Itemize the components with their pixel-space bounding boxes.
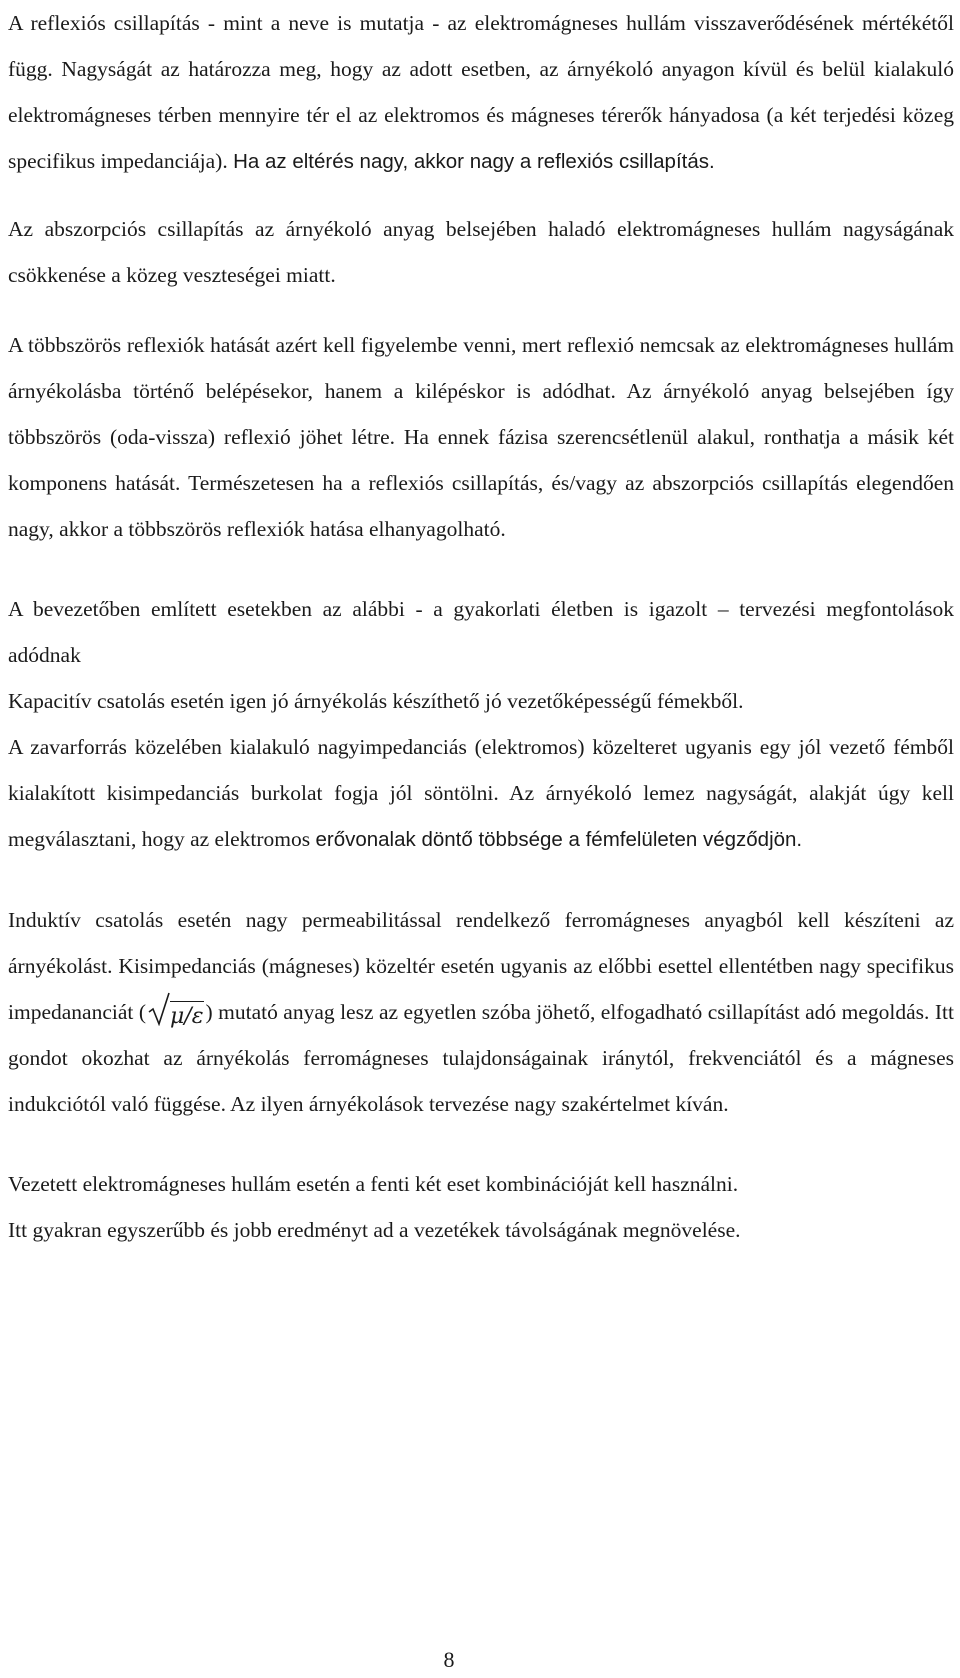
paragraph-text: ) mutató anyag lesz az egyetlen szóba jöhető, elfogadható csillapítást adó megoldás. Itt gondot okozhat az árnyékolás ferromágneses tulajdonságainak iránytól, frekvenciától és a mágneses indukciótól való függése. Az ilyen árnyékolások tervezése nagy szakértelmet kíván.	[8, 1000, 954, 1116]
paragraph-multiple-reflections: A többszörös reflexiók hatását azért kell figyelembe venni, mert reflexió nemcsak az elektromágneses hullám árnyékolásba történő belépésekor, hanem a kilépéskor is adódhat. Az árnyékoló anyag belsejében így többszörös (oda-vissza) reflexió jöhet létre. Ha ennek fázisa szerencsétlenül alakul, ronthatja a másik két komponens hatását. Természetesen ha a reflexiós csillapítás, és/vagy az abszorpciós csillapítás elegendően nagy, akkor a többszörös reflexiók hatása elhanyagolható.	[8, 333, 954, 541]
paragraph-capacitive-coupling: Kapacitív csatolás esetén igen jó árnyékolás készíthető jó vezetőképességű fémekből.	[8, 689, 744, 713]
paragraph-text: A reflexiós csillapítás - mint a neve is mutatja - az elektromágneses hullám visszaverődésének mértékétől függ. Nagyságát az határozza meg, hogy az adott esetben, az árnyékoló anyagon kívül és belül kialakuló elektromágneses térben mennyire tér el az elektromos és mágneses térerők hányadosa (a két terjedési közeg specifikus impedanciája).	[8, 11, 954, 173]
formula-expression: μ/ε	[170, 1001, 204, 1028]
paragraph-reflection-attenuation	[8, 0, 954, 185]
paragraph-inductive-coupling	[8, 897, 954, 1127]
paragraph-design-considerations: A bevezetőben említett esetekben az alábbi - a gyakorlati életben is igazolt – tervezési megfontolások adódnak	[8, 597, 954, 667]
document-page	[8, 0, 954, 1253]
square-root-sign-icon	[148, 992, 170, 1026]
paragraph-absorption-attenuation: Az abszorpciós csillapítás az árnyékoló anyag belsejében haladó elektromágneses hullám nagyságának csökkenése a közeg veszteségei miatt.	[8, 217, 954, 287]
paragraph-near-field-electric	[8, 724, 954, 863]
paragraph-wire-distance: Itt gyakran egyszerűbb és jobb eredményt ad a vezetékek távolságának megnövelése.	[8, 1218, 741, 1242]
paragraph-text: Induktív csatolás esetén nagy permeabilitással rendelkező ferromágneses anyagból kell készíteni az árnyékolást. Kisimpedanciás (mágneses) közeltér esetén ugyanis az előbbi esettel ellentétben nagy specifikus impedananciát (	[8, 908, 954, 1024]
paragraph-text-sans: erővonalak döntő többsége a fémfelületen végződjön.	[315, 828, 803, 851]
page-number: 8	[443, 1647, 455, 1672]
paragraph-text: A zavarforrás közelében kialakuló nagyimpedanciás (elektromos) közelteret ugyanis egy jól vezető fémből kialakított kisimpedanciás burkolat fogja jól söntölni. Az árnyékoló lemez nagyságát, alakját úgy kell megválasztani, hogy az elektromos	[8, 735, 954, 851]
sqrt-mu-over-epsilon-formula	[148, 1001, 204, 1028]
paragraph-text-sans: Ha az eltérés nagy, akkor nagy a reflexiós csillapítás.	[233, 150, 715, 173]
paragraph-conducted-wave: Vezetett elektromágneses hullám esetén a fenti két eset kombinációját kell használni.	[8, 1172, 739, 1196]
